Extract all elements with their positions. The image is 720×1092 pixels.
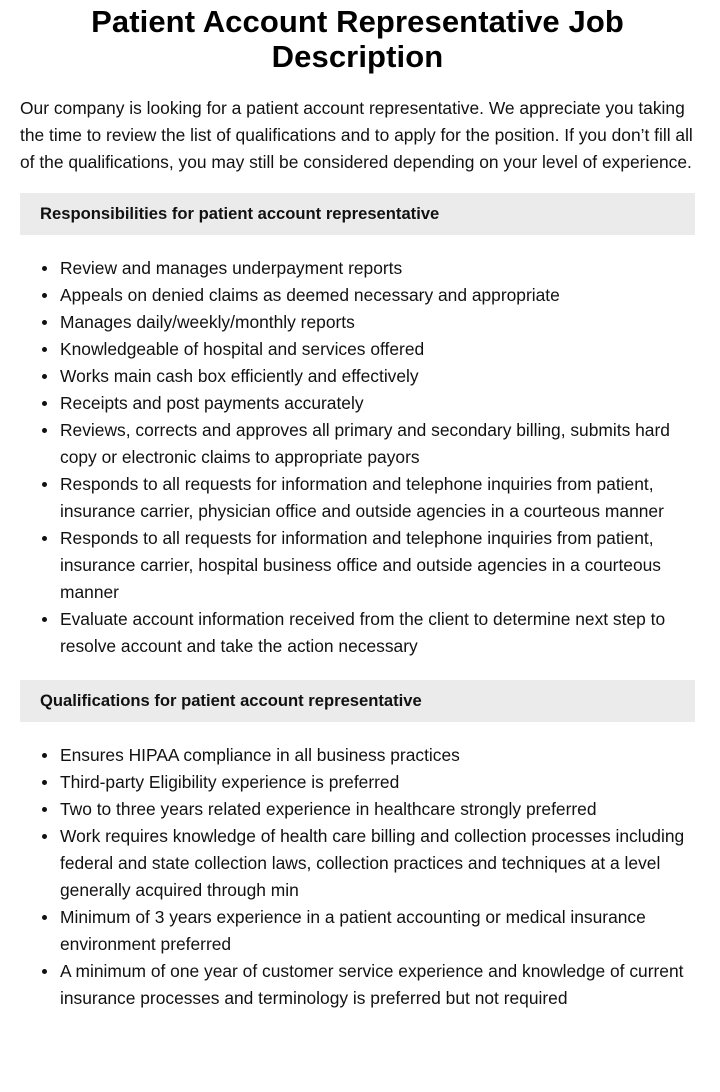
bullet-icon: [42, 401, 47, 406]
bullet-icon: [42, 347, 47, 352]
list-item: Responds to all requests for information and telephone inquiries from patient, insurance carrier, physician office and outside agencies in a courteous manner: [20, 471, 695, 525]
bullet-icon: [42, 834, 47, 839]
bullet-icon: [42, 266, 47, 271]
list-item: Minimum of 3 years experience in a patient accounting or medical insurance environment preferred: [20, 904, 695, 958]
list-item: Evaluate account information received from the client to determine next step to resolve account and take the action necessary: [20, 606, 695, 660]
bullet-icon: [42, 780, 47, 785]
responsibilities-heading-text: Responsibilities for patient account representative: [40, 204, 440, 223]
intro-paragraph: Our company is looking for a patient account representative. We appreciate you taking the time to review the list of qualifications and to apply for the position. If you don’t fill all of the qualifications, you may still be considered depending on your level of experience.: [20, 98, 693, 172]
bullet-icon: [42, 374, 47, 379]
list-item: Manages daily/weekly/monthly reports: [20, 309, 695, 336]
bullet-icon: [42, 753, 47, 758]
list-item: Ensures HIPAA compliance in all business practices: [20, 742, 695, 769]
page-title: Patient Account Representative Job Description: [91, 4, 624, 74]
list-item: Third-party Eligibility experience is preferred: [20, 769, 695, 796]
bullet-icon: [42, 969, 47, 974]
list-item: Reviews, corrects and approves all primary and secondary billing, submits hard copy or electronic claims to appropriate payors: [20, 417, 695, 471]
bullet-icon: [42, 536, 47, 541]
qualifications-list: [20, 742, 695, 1012]
qualifications-heading-text: Qualifications for patient account representative: [40, 691, 422, 710]
list-item: Work requires knowledge of health care billing and collection processes including federal and state collection laws, collection practices and techniques at a level generally acquired through min: [20, 823, 695, 904]
bullet-icon: [42, 320, 47, 325]
bullet-icon: [42, 807, 47, 812]
qualifications-heading: [20, 680, 695, 722]
bullet-icon: [42, 428, 47, 433]
bullet-icon: [42, 482, 47, 487]
bullet-icon: [42, 617, 47, 622]
list-item: Receipts and post payments accurately: [20, 390, 695, 417]
list-item: Responds to all requests for information and telephone inquiries from patient, insurance carrier, hospital business office and outside agencies in a courteous manner: [20, 525, 695, 606]
list-item: Review and manages underpayment reports: [20, 255, 695, 282]
responsibilities-list: [20, 255, 695, 660]
list-item: A minimum of one year of customer service experience and knowledge of current insurance processes and terminology is preferred but not required: [20, 958, 695, 1012]
list-item: Knowledgeable of hospital and services offered: [20, 336, 695, 363]
list-item: Works main cash box efficiently and effectively: [20, 363, 695, 390]
bullet-icon: [42, 293, 47, 298]
list-item: Appeals on denied claims as deemed necessary and appropriate: [20, 282, 695, 309]
list-item: Two to three years related experience in healthcare strongly preferred: [20, 796, 695, 823]
responsibilities-heading: [20, 193, 695, 235]
bullet-icon: [42, 915, 47, 920]
